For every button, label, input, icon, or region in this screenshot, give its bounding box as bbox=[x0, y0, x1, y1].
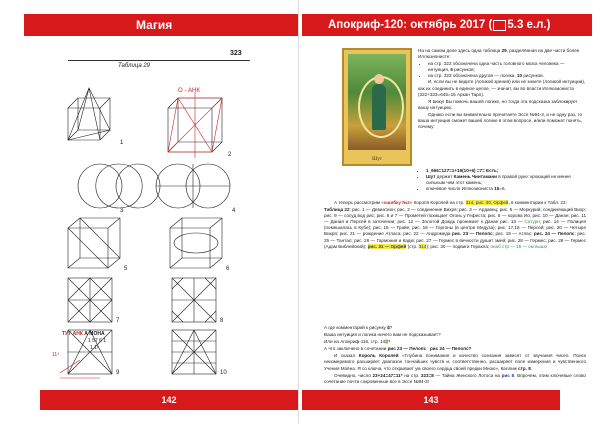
fig-number-10: 10 bbox=[220, 370, 227, 376]
figure-2 bbox=[168, 92, 222, 158]
fig-number-6: 6 bbox=[226, 266, 230, 272]
intro-paragraph-3: Я вижу! Вы помочь вашей логике, но тогда эта подсказка заблокирует вашу интуицию. bbox=[418, 98, 578, 110]
intro-text bbox=[418, 48, 586, 131]
intro-list-item: • на стр. 323 обозначена другая — логика, 10 рисунков. bbox=[428, 73, 586, 79]
intro-paragraph-1: На на самом деле здесь одна таблица 29, разделённая на две части более Иллюзионисте: bbox=[418, 48, 580, 60]
right-page-footer bbox=[302, 390, 560, 410]
main-paragraph-2: Таблица 22: рис. 1 — Девиатион; рис. 2 — соединение Вихря; рис. 3 — Ардавец; рис. 5 — Меркурий, соединяющий Вихр; рис. 9 — сосуд вод рис; рис. 6 и 7 — Прометей похищает Огонь у Гефеста; рис. 8 — корова Ио; рис. 10 — Данан; рис. 11 — Даная и Персей в заточении; рис. 12 — Золотой Дождь проникает к Данае рис. 13 — Сатурн; рис. 14 — Полицея (помешалась в Кубе); рис. 15 — Грайе; рис. 16 — Горгоны (в центре Медуза); рис. 17,18 — Персей; рис. 20 — Четыре Вихря; рис. 21 — рождение Атласа; рис. 22 — Андромеда рис. 23 — Пелопс; рис. 19 — Атлас; рис. 24 — Пелопс; рис. 25 — Тантал; рис. 26 — Гармония и Кадм; рис. 27 — Гермес в вечности душит змей; рис. 28 — Гермес; рис. 29 — Гермес (Адам Библейский); рис. 31 — Орфей (стр. 314); рис. 30 — подвиги Геракла; онаб стр — 15 — см выше bbox=[324, 207, 587, 249]
main-paragraph-1: А теперь рассмотрим «ошибку №2» Короля Королей на стр. 314, рис. 30, Орфей, в комментарии к Табл. 22: bbox=[334, 200, 567, 205]
key-point-item: • Шут держит Камень Чинтамани в правой руке: кроющий не менее сильным чем этот камень; bbox=[426, 174, 586, 186]
fig-number-7: 7 bbox=[116, 318, 120, 324]
left-page bbox=[0, 0, 299, 424]
intro-list bbox=[418, 61, 586, 79]
intro-paragraph-4: Однако если вы внимательно прочитаете Эссе №94-3, и не одну раз, то ваша интуиция сможет вашей логике в этом вопросе, и/или поможет понять, почему: bbox=[418, 111, 583, 130]
header-box-icon bbox=[493, 20, 506, 31]
tarot-card-fool bbox=[342, 48, 412, 166]
figure-1 bbox=[68, 88, 110, 140]
label-one-super: 1¹ bbox=[94, 345, 99, 351]
right-page-header bbox=[302, 14, 592, 36]
figure-5 bbox=[68, 218, 120, 268]
label-a-mona: А МОНА bbox=[84, 331, 105, 337]
closing-paragraph: А где комментарий к рисунку 4? bbox=[324, 325, 393, 330]
figure-10 bbox=[172, 330, 216, 374]
fig-number-4: 4 bbox=[232, 208, 236, 214]
label-eleven: 11³ bbox=[52, 352, 59, 358]
key-point-item: • 1_666=127=1+16(10+6) =7= Есть; bbox=[426, 168, 586, 174]
figure-7 bbox=[68, 278, 112, 322]
left-page-footer bbox=[40, 390, 298, 410]
right-header-title-pre: Апокриф-120: октябрь 2017 ( bbox=[328, 19, 493, 31]
left-footer-page-number: 142 bbox=[161, 395, 177, 405]
left-header-title: Магия bbox=[136, 18, 173, 32]
fig-number-8: 8 bbox=[220, 318, 224, 324]
label-tut: ТУТ АНК bbox=[62, 331, 83, 337]
closing-paragraph: А что заключено в сочетании рис 23 — Пелопс : рис 24 — Пелопс? bbox=[324, 346, 472, 352]
intro-list-item: • на стр. 322 обозначена одна часть головного мозга человека — интуиция, 6 рисунков; bbox=[428, 61, 586, 73]
closing-paragraph: Очевидно, число 23+24=47=11* на стр. 323=8 — Тайна Женского Лотоса на рис 8. Впрочем, этим ключевые слово сочетание почти сокровенные все в Эссе №94-3! bbox=[324, 372, 586, 384]
table-caption: Таблица 29 bbox=[118, 63, 151, 69]
fig-number-1: 1 bbox=[120, 140, 124, 146]
key-point-item: • ключевое число Иллюзиониста 15=6. bbox=[426, 186, 586, 192]
figure-8 bbox=[172, 278, 216, 322]
tarot-card-caption: Шут bbox=[372, 157, 382, 162]
tut-ank-annotation bbox=[62, 331, 122, 352]
fig-number-9: 9 bbox=[116, 370, 120, 376]
figure-3 bbox=[78, 164, 160, 208]
highlight-orpheus: 314, рис. 30, Орфей bbox=[465, 200, 509, 205]
closing-paragraph: Или на Апокриф-116, стр. 143? bbox=[324, 339, 391, 345]
fig-number-2: 2 bbox=[228, 152, 232, 158]
left-page-header bbox=[24, 14, 298, 36]
header-rule bbox=[68, 60, 250, 61]
label-one-b: 1 bbox=[90, 345, 93, 351]
key-points-list bbox=[418, 168, 586, 192]
card-head-shape bbox=[374, 74, 384, 84]
right-page bbox=[302, 0, 600, 424]
figure-6 bbox=[170, 218, 222, 268]
tarot-card-image bbox=[348, 54, 406, 150]
card-figure-shape bbox=[372, 84, 386, 130]
label-o-ank: О - АНК bbox=[178, 88, 200, 94]
figure-4 bbox=[156, 164, 230, 208]
closing-paragraph: И сказал Король Королей «Глубина понимания и качество сознания зависят от звучания чисел. Поиск неизмеримого расширяет диапазон тончайших чувств и, соответственно, расширяет поле измерения и чувственного Учения Моёна. Я со ключа, что открывает ум своего сердца своей предки Мною», Каллиж стр. 8. bbox=[324, 353, 586, 371]
right-footer-page-number: 143 bbox=[423, 395, 439, 405]
book-page-number: 323 bbox=[230, 50, 242, 57]
main-text bbox=[324, 200, 586, 251]
label-5761: 57 6 1 bbox=[92, 338, 107, 344]
closing-text bbox=[324, 325, 586, 386]
intro-paragraph-2: И, если вы не видите (логикой зрения) или не знаете (логикой интуиции), как их соединить в единое целое, — значит, вы во власти Иллюзиониста (322+323=645=15 Аркан Таро). bbox=[418, 79, 586, 97]
right-header-title-post: 5.3 е.л.) bbox=[507, 19, 551, 31]
fig-number-5: 5 bbox=[124, 266, 128, 272]
fig-number-3: 3 bbox=[120, 208, 124, 214]
closing-paragraph: Ваша интуиция и логика ничего вам не подсказывает? bbox=[324, 332, 441, 338]
label-one: 1 bbox=[88, 338, 91, 344]
